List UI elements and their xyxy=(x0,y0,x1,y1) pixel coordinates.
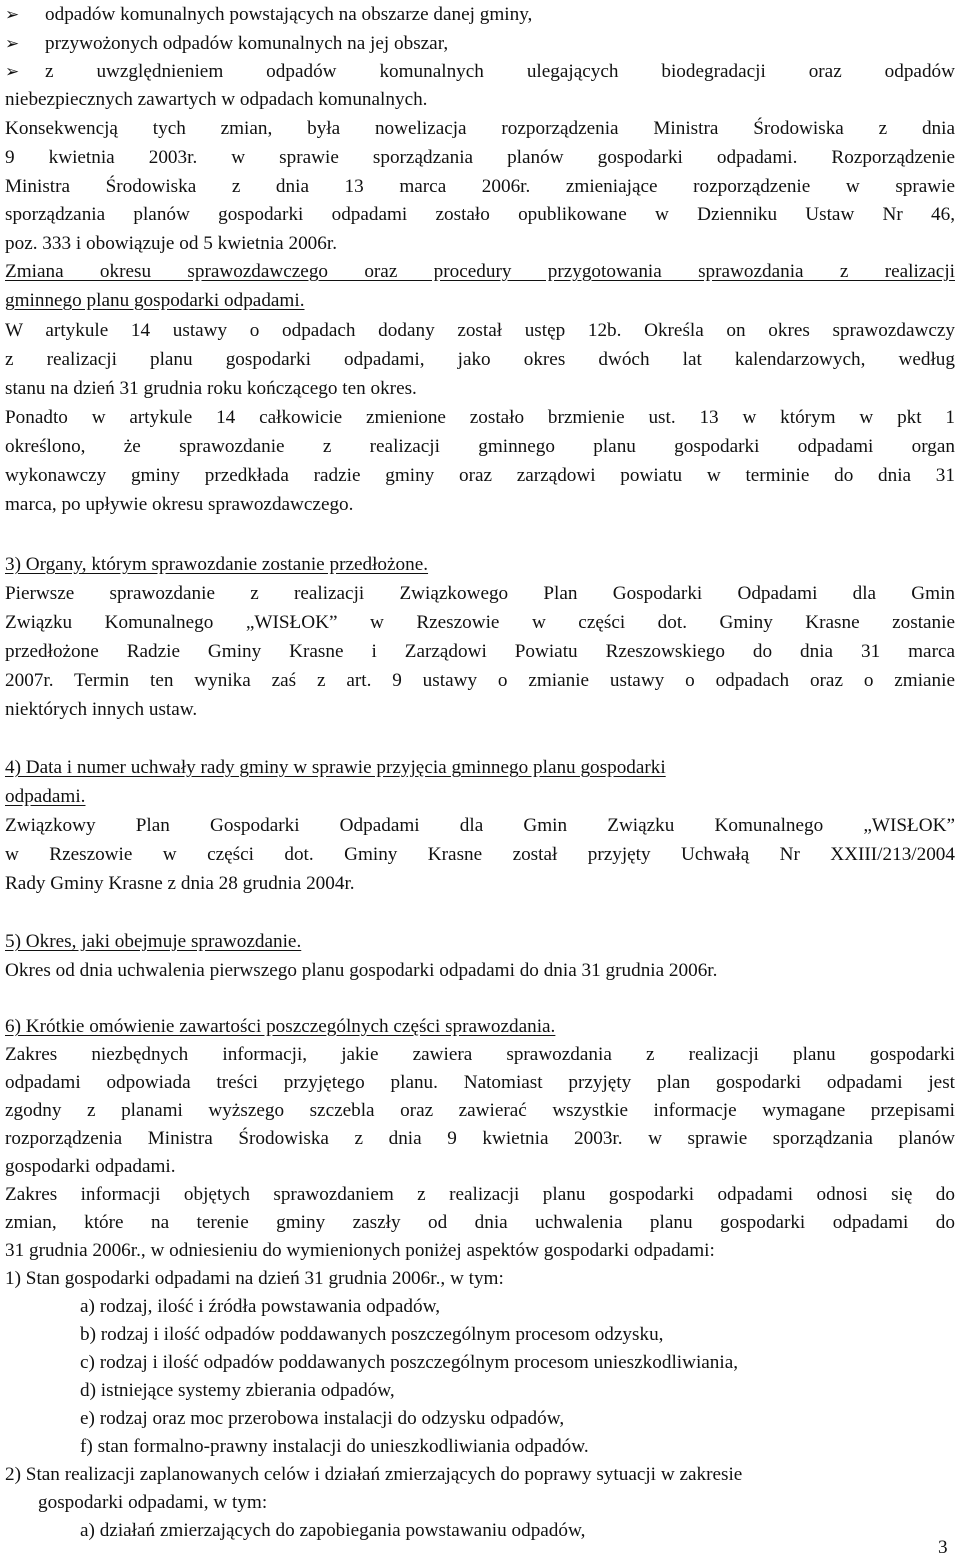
section-heading: Zmiana okresu sprawozdawczego oraz procedury przygotowania sprawozdania z realizacji xyxy=(5,261,955,282)
list-item: e) rodzaj oraz moc przerobowa instalacji do odzysku odpadów, xyxy=(80,1408,565,1429)
text-line: Zakres informacji objętych sprawozdaniem z realizacji planu gospodarki odpadami odnosi się do xyxy=(5,1184,955,1205)
list-item: c) rodzaj i ilość odpadów poddawanych poszczególnym procesom unieszkodliwiania, xyxy=(80,1352,739,1373)
text-line: Pierwsze sprawozdanie z realizacji Związkowego Plan Gospodarki Odpadami dla Gmin xyxy=(5,583,955,604)
text-line: 2007r. Termin ten wynika zaś z art. 9 ustawy o zmianie ustawy o odpadach oraz o zmianie xyxy=(5,670,955,691)
section-heading: 3) Organy, którym sprawozdanie zostanie przedłożone. xyxy=(5,554,429,575)
list-item: gospodarki odpadami, w tym: xyxy=(38,1492,268,1513)
list-item: 2) Stan realizacji zaplanowanych celów i działań zmierzających do poprawy sytuacji w zakresie xyxy=(5,1464,743,1485)
text-line: gospodarki odpadami. xyxy=(5,1156,176,1177)
text-line: zmian, które na terenie gminy zaszły od dnia uchwalenia planu gospodarki odpadami do xyxy=(5,1212,955,1233)
text-line: zgodny z planami wyższego szczebla oraz zawierać wszystkie informacje wymagane przepisami xyxy=(5,1100,955,1121)
section-heading: gminnego planu gospodarki odpadami. xyxy=(5,290,305,311)
text-line: rozporządzenia Ministra Środowiska z dnia 9 kwietnia 2003r. w sprawie sporządzania planów xyxy=(5,1128,955,1149)
list-item: f) stan formalno-prawny instalacji do unieszkodliwiania odpadów. xyxy=(80,1436,589,1457)
text-line: sporządzania planów gospodarki odpadami zostało opublikowane w Dzienniku Ustaw Nr 46, xyxy=(5,204,955,225)
text-line: Konsekwencją tych zmian, była nowelizacja rozporządzenia Ministra Środowiska z dnia xyxy=(5,118,955,139)
text-line: odpadami odpowiada treści przyjętego planu. Natomiast przyjęty plan gospodarki odpadami jest xyxy=(5,1072,955,1093)
text-line: w Rzeszowie w części dot. Gminy Krasne został przyjęty Uchwałą Nr XXIII/213/2004 xyxy=(5,844,955,865)
list-item: d) istniejące systemy zbierania odpadów, xyxy=(80,1380,395,1401)
text-line: Zakres niezbędnych informacji, jakie zawiera sprawozdania z realizacji planu gospodarki xyxy=(5,1044,955,1065)
text-line: Okres od dnia uchwalenia pierwszego planu gospodarki odpadami do dnia 31 grudnia 2006r. xyxy=(5,960,718,981)
list-item: a) rodzaj, ilość i źródła powstawania odpadów, xyxy=(80,1296,440,1317)
text-line: stanu na dzień 31 grudnia roku kończącego ten okres. xyxy=(5,378,417,399)
text-line: marca, po upływie okresu sprawozdawczego. xyxy=(5,494,354,515)
text-line: W artykule 14 ustawy o odpadach dodany został ustęp 12b. Określa on okres sprawozdawczy xyxy=(5,320,955,341)
bullet-item: ➢ odpadów komunalnych powstających na obszarze danej gminy, xyxy=(5,0,532,29)
section-heading: 6) Krótkie omówienie zawartości poszczególnych części sprawozdania. xyxy=(5,1016,556,1037)
section-heading: 5) Okres, jaki obejmuje sprawozdanie. xyxy=(5,931,302,952)
text-line: niebezpiecznych zawartych w odpadach komunalnych. xyxy=(5,89,428,110)
text-line: niektórych innych ustaw. xyxy=(5,699,198,720)
page-number: 3 xyxy=(938,1537,948,1558)
text-line: Związkowy Plan Gospodarki Odpadami dla Gmin Związku Komunalnego „WISŁOK” xyxy=(5,815,955,836)
arrow-bullet-icon: ➢ xyxy=(5,62,20,82)
list-item: 1) Stan gospodarki odpadami na dzień 31 grudnia 2006r., w tym: xyxy=(5,1268,504,1289)
list-item: a) działań zmierzających do zapobiegania powstawaniu odpadów, xyxy=(80,1520,586,1541)
text-line: poz. 333 i obowiązuje od 5 kwietnia 2006r. xyxy=(5,233,337,254)
text-line: Rady Gminy Krasne z dnia 28 grudnia 2004r. xyxy=(5,873,355,894)
text-line: z realizacji planu gospodarki odpadami, jako okres dwóch lat kalendarzowych, według xyxy=(5,349,955,370)
section-heading: odpadami. xyxy=(5,786,86,807)
bullet-item: ➢ z uwzględnieniem odpadów komunalnych ulegających biodegradacji oraz odpadów xyxy=(5,57,955,86)
text-line: Związku Komunalnego „WISŁOK” w Rzeszowie w części dot. Gminy Krasne zostanie xyxy=(5,612,955,633)
text-line: 31 grudnia 2006r., w odniesieniu do wymienionych poniżej aspektów gospodarki odpadami: xyxy=(5,1240,715,1261)
arrow-bullet-icon: ➢ xyxy=(5,34,20,54)
text-line: Ponadto w artykule 14 całkowicie zmienione zostało brzmienie ust. 13 w którym w pkt 1 xyxy=(5,407,955,428)
text-line: określono, że sprawozdanie z realizacji gminnego planu gospodarki odpadami organ xyxy=(5,436,955,457)
arrow-bullet-icon: ➢ xyxy=(5,5,20,25)
text-line: Ministra Środowiska z dnia 13 marca 2006r. zmieniające rozporządzenie w sprawie xyxy=(5,176,955,197)
list-item: b) rodzaj i ilość odpadów poddawanych poszczególnym procesom odzysku, xyxy=(80,1324,664,1345)
text-line: 9 kwietnia 2003r. w sprawie sporządzania planów gospodarki odpadami. Rozporządzenie xyxy=(5,147,955,168)
text-line: wykonawczy gminy przedkłada radzie gminy oraz zarządowi powiatu w terminie do dnia 31 xyxy=(5,465,955,486)
section-heading: 4) Data i numer uchwały rady gminy w sprawie przyjęcia gminnego planu gospodarki xyxy=(5,757,666,778)
text-line: przedłożone Radzie Gminy Krasne i Zarządowi Powiatu Rzeszowskiego do dnia 31 marca xyxy=(5,641,955,662)
bullet-item: ➢ przywożonych odpadów komunalnych na jej obszar, xyxy=(5,29,448,58)
